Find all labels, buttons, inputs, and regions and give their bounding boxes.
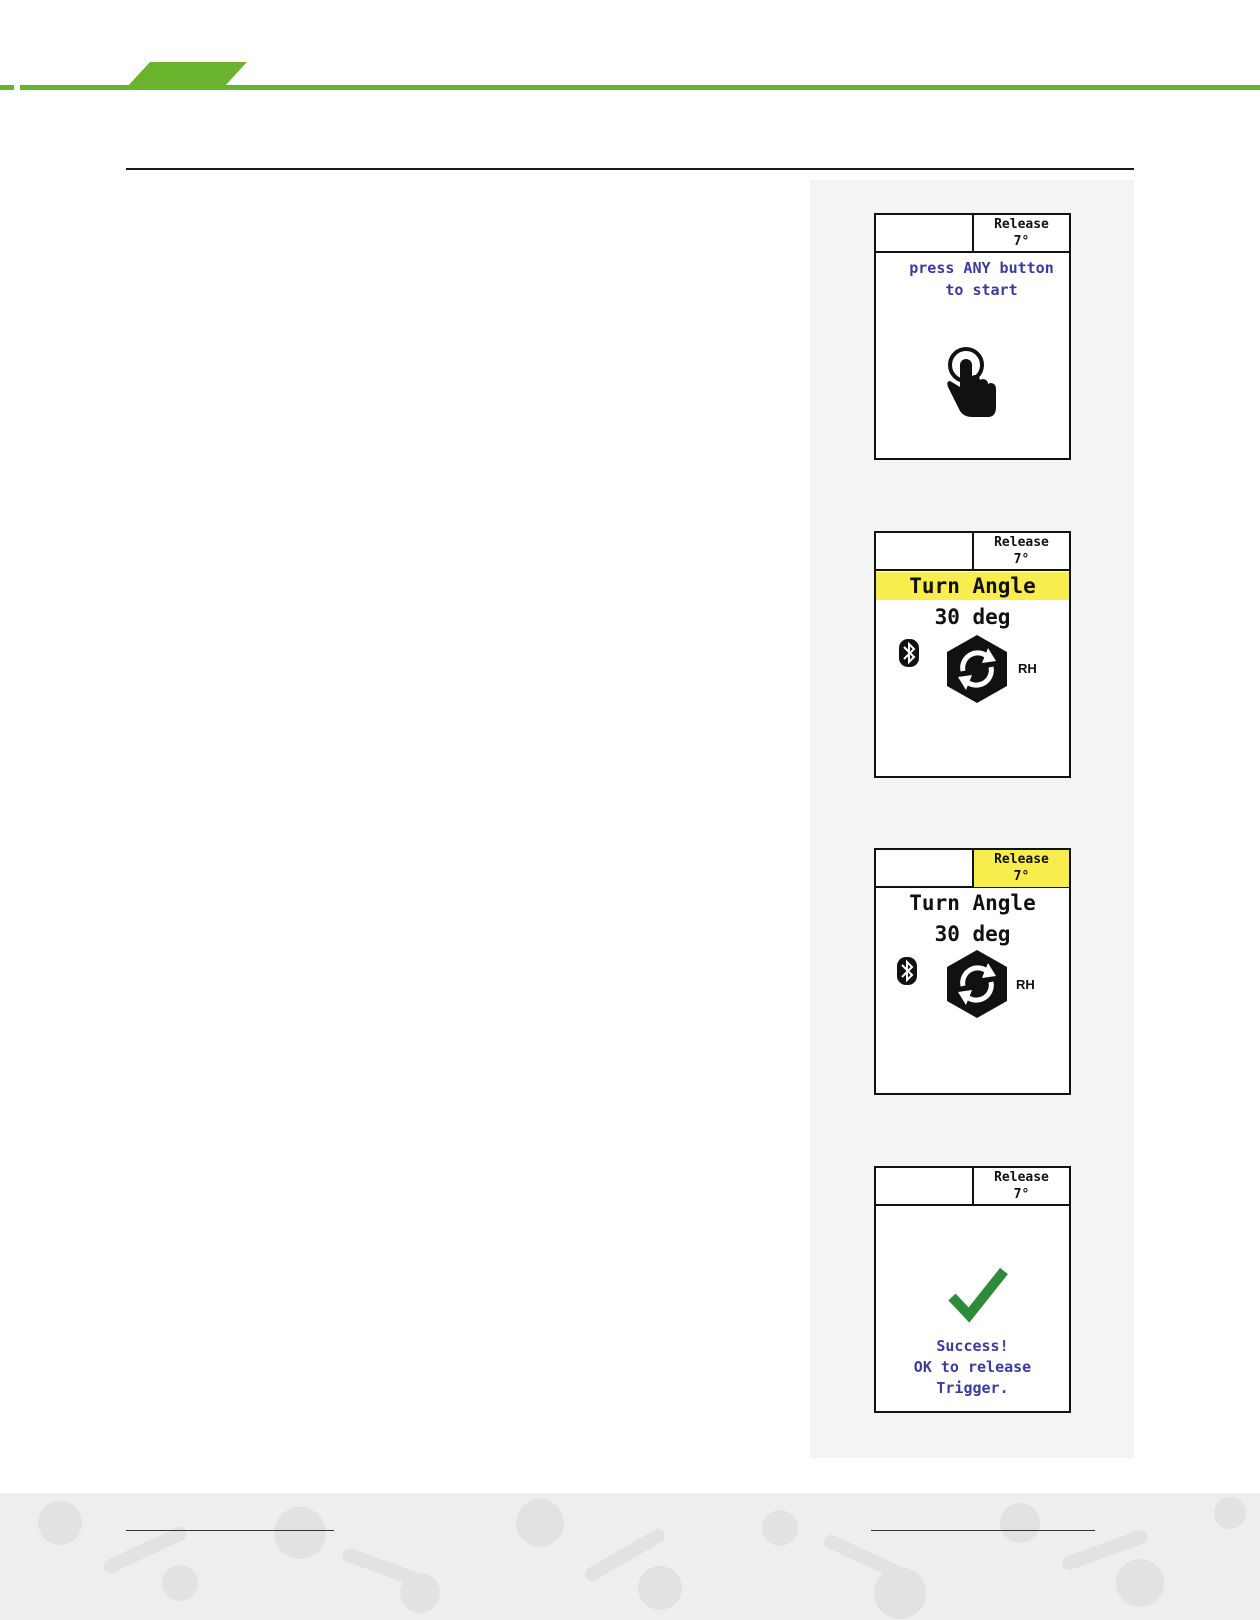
start-prompt: [876, 257, 1069, 301]
footer-pattern: [0, 1493, 1260, 1620]
display-screen-turn-angle-selected: [874, 531, 1071, 778]
release-status: [974, 533, 1069, 570]
success-line-3: Trigger.: [936, 1379, 1009, 1397]
footer-rule-left: [126, 1530, 334, 1531]
bluetooth-icon: [896, 956, 918, 986]
status-bar-left-cell: [876, 850, 974, 886]
turn-angle-title: Turn Angle: [876, 572, 1069, 600]
status-bar: [876, 215, 1069, 253]
release-status: [974, 215, 1069, 252]
turn-angle-value: 30 deg: [934, 922, 1011, 946]
release-status: [974, 1168, 1069, 1205]
rotate-nut-icon: [944, 633, 1010, 705]
status-bar-left-cell: [876, 215, 974, 251]
release-label: Release: [994, 1170, 1049, 1185]
status-bar-left-cell: [876, 533, 974, 569]
release-label: Release: [994, 852, 1049, 867]
footer-tools-pattern: [0, 1493, 1260, 1620]
status-bar-left-cell: [876, 1168, 974, 1204]
title-rule: [126, 168, 1134, 170]
status-bar: [876, 533, 1069, 571]
release-label: Release: [994, 535, 1049, 550]
status-bar: [876, 1168, 1069, 1206]
release-value: 7°: [1013, 1187, 1030, 1202]
turn-angle-value: 30 deg: [934, 605, 1011, 629]
header-bar-gap: [14, 85, 20, 90]
status-bar: [876, 850, 1069, 888]
bluetooth-icon: [898, 638, 920, 668]
release-value: 7°: [1013, 234, 1030, 249]
release-status: [974, 850, 1069, 887]
checkmark-icon: [947, 1263, 1009, 1325]
direction-label: RH: [1016, 977, 1035, 992]
success-line-1: Success!: [936, 1337, 1009, 1355]
display-screen-success: [874, 1166, 1071, 1413]
success-line-2: OK to release: [913, 1358, 1032, 1376]
prompt-line-1: press ANY button: [909, 259, 1054, 277]
footer-rule-right: [871, 1530, 1095, 1531]
direction-label: RH: [1018, 661, 1037, 676]
prompt-line-2: to start: [945, 281, 1018, 299]
header-tab: [127, 62, 247, 87]
release-value: 7°: [1013, 552, 1030, 567]
display-screen-start: [874, 213, 1071, 460]
success-message: [876, 1336, 1069, 1399]
release-value: 7°: [1013, 869, 1030, 884]
display-screen-release-selected: [874, 848, 1071, 1095]
turn-angle-title: Turn Angle: [909, 891, 1036, 915]
release-label: Release: [994, 217, 1049, 232]
rotate-nut-icon: [944, 948, 1010, 1020]
pointing-hand-icon: [946, 345, 1002, 421]
